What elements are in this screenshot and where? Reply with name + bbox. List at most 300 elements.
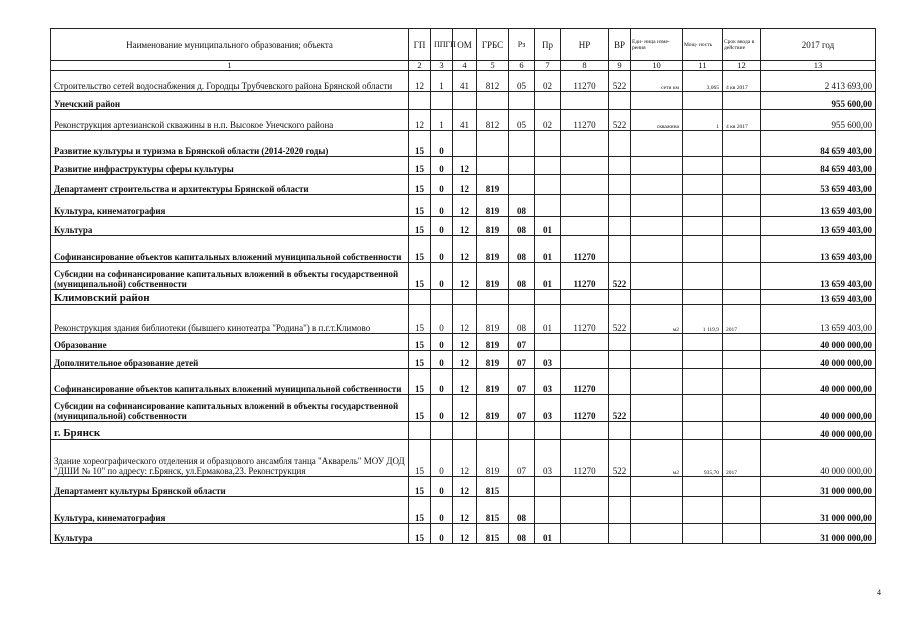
row-om: 12 bbox=[453, 217, 477, 236]
row-amount: 31 000 000,00 bbox=[761, 477, 876, 497]
row-capacity: 3,065 bbox=[683, 71, 723, 92]
row-om: 12 bbox=[453, 334, 477, 351]
row-amount: 13 659 403,00 bbox=[761, 195, 876, 217]
budget-table bbox=[50, 28, 876, 544]
row-nr bbox=[561, 497, 609, 524]
row-pr: 03 bbox=[535, 351, 561, 369]
row-vr: 522 bbox=[609, 71, 631, 92]
row-pr bbox=[535, 334, 561, 351]
row-pr bbox=[535, 422, 561, 440]
row-rz: 08 bbox=[509, 217, 535, 236]
row-om bbox=[453, 422, 477, 440]
row-pr bbox=[535, 131, 561, 157]
row-pr: 02 bbox=[535, 110, 561, 131]
row-term bbox=[723, 524, 761, 544]
row-unit bbox=[631, 195, 683, 217]
row-grbs: 812 bbox=[477, 110, 509, 131]
row-capacity bbox=[683, 157, 723, 175]
column-number: 10 bbox=[631, 61, 683, 71]
row-grbs: 815 bbox=[477, 524, 509, 544]
row-unit: м2 bbox=[631, 305, 683, 334]
row-amount: 40 000 000,00 bbox=[761, 422, 876, 440]
row-rz: 08 bbox=[509, 263, 535, 290]
column-number: 2 bbox=[409, 61, 431, 71]
row-vr bbox=[609, 195, 631, 217]
row-unit: м2 bbox=[631, 440, 683, 477]
row-om: 12 bbox=[453, 395, 477, 422]
row-unit bbox=[631, 157, 683, 175]
row-om: 12 bbox=[453, 305, 477, 334]
column-number: 6 bbox=[509, 61, 535, 71]
row-name: Культура bbox=[51, 524, 409, 544]
column-number-row bbox=[51, 61, 876, 71]
row-vr bbox=[609, 524, 631, 544]
row-pr: 01 bbox=[535, 263, 561, 290]
row-term: 2017 bbox=[723, 440, 761, 477]
row-nr: 11270 bbox=[561, 263, 609, 290]
column-number: 13 bbox=[761, 61, 876, 71]
row-gp bbox=[409, 92, 431, 110]
row-capacity bbox=[683, 422, 723, 440]
row-om: 12 bbox=[453, 236, 477, 263]
table-row bbox=[51, 175, 876, 195]
row-vr bbox=[609, 422, 631, 440]
row-ppgp: 1 bbox=[431, 71, 453, 92]
header-year: 2017 год bbox=[761, 29, 876, 61]
row-ppgp: 0 bbox=[431, 131, 453, 157]
row-pr bbox=[535, 92, 561, 110]
row-name: г. Брянск bbox=[51, 422, 409, 440]
row-grbs: 819 bbox=[477, 334, 509, 351]
row-ppgp: 0 bbox=[431, 524, 453, 544]
row-ppgp: 1 bbox=[431, 110, 453, 131]
row-term bbox=[723, 290, 761, 305]
header-term: Срок ввода в действие bbox=[723, 29, 761, 61]
row-rz bbox=[509, 131, 535, 157]
row-term: 4 кв 2017 bbox=[723, 71, 761, 92]
row-term bbox=[723, 369, 761, 395]
row-rz bbox=[509, 422, 535, 440]
row-pr: 03 bbox=[535, 369, 561, 395]
row-amount: 84 659 403,00 bbox=[761, 157, 876, 175]
row-nr: 11270 bbox=[561, 71, 609, 92]
row-gp: 15 bbox=[409, 497, 431, 524]
row-capacity bbox=[683, 351, 723, 369]
row-vr bbox=[609, 131, 631, 157]
row-gp: 15 bbox=[409, 440, 431, 477]
row-vr: 522 bbox=[609, 440, 631, 477]
row-grbs: 819 bbox=[477, 369, 509, 395]
page-number: 4 bbox=[877, 588, 881, 597]
row-name: Развитие культуры и туризма в Брянской области (2014-2020 годы) bbox=[51, 131, 409, 157]
row-om: 12 bbox=[453, 175, 477, 195]
row-capacity bbox=[683, 334, 723, 351]
table-row bbox=[51, 131, 876, 157]
table-row bbox=[51, 305, 876, 334]
row-rz: 08 bbox=[509, 524, 535, 544]
row-vr: 522 bbox=[609, 305, 631, 334]
header-grbs: ГРБС bbox=[477, 29, 509, 61]
table-row bbox=[51, 110, 876, 131]
row-unit bbox=[631, 175, 683, 195]
row-pr: 01 bbox=[535, 217, 561, 236]
row-amount: 13 659 403,00 bbox=[761, 217, 876, 236]
row-gp: 15 bbox=[409, 131, 431, 157]
row-capacity bbox=[683, 369, 723, 395]
row-unit bbox=[631, 422, 683, 440]
row-term bbox=[723, 92, 761, 110]
column-number: 12 bbox=[723, 61, 761, 71]
row-gp: 15 bbox=[409, 263, 431, 290]
row-term bbox=[723, 477, 761, 497]
row-unit: сети км bbox=[631, 71, 683, 92]
row-om: 12 bbox=[453, 524, 477, 544]
row-pr: 01 bbox=[535, 236, 561, 263]
row-amount: 13 659 403,00 bbox=[761, 305, 876, 334]
row-gp: 15 bbox=[409, 305, 431, 334]
row-gp: 15 bbox=[409, 195, 431, 217]
row-om: 12 bbox=[453, 477, 477, 497]
row-grbs bbox=[477, 290, 509, 305]
row-gp: 15 bbox=[409, 236, 431, 263]
row-rz: 07 bbox=[509, 395, 535, 422]
column-number: 11 bbox=[683, 61, 723, 71]
row-capacity bbox=[683, 217, 723, 236]
row-amount: 13 659 403,00 bbox=[761, 263, 876, 290]
row-nr: 11270 bbox=[561, 369, 609, 395]
row-gp: 15 bbox=[409, 395, 431, 422]
row-ppgp: 0 bbox=[431, 263, 453, 290]
row-vr bbox=[609, 290, 631, 305]
row-om: 12 bbox=[453, 195, 477, 217]
row-nr bbox=[561, 351, 609, 369]
row-unit bbox=[631, 263, 683, 290]
table-row bbox=[51, 290, 876, 305]
row-grbs: 819 bbox=[477, 305, 509, 334]
row-term bbox=[723, 217, 761, 236]
table-row bbox=[51, 195, 876, 217]
row-nr bbox=[561, 217, 609, 236]
row-rz bbox=[509, 157, 535, 175]
row-rz: 08 bbox=[509, 195, 535, 217]
row-vr bbox=[609, 497, 631, 524]
row-rz: 07 bbox=[509, 440, 535, 477]
row-rz: 07 bbox=[509, 334, 535, 351]
row-rz bbox=[509, 477, 535, 497]
row-gp: 15 bbox=[409, 524, 431, 544]
column-number: 1 bbox=[51, 61, 409, 71]
row-nr bbox=[561, 175, 609, 195]
row-om bbox=[453, 290, 477, 305]
header-nr: НР bbox=[561, 29, 609, 61]
row-ppgp bbox=[431, 422, 453, 440]
row-grbs: 815 bbox=[477, 477, 509, 497]
row-amount: 40 000 000,00 bbox=[761, 395, 876, 422]
row-name: Культура, кинематография bbox=[51, 497, 409, 524]
row-term bbox=[723, 236, 761, 263]
row-rz: 08 bbox=[509, 497, 535, 524]
row-capacity: 935,70 bbox=[683, 440, 723, 477]
row-name: Здание хореографического отделения и образцового ансамбля танца "Акварель" МОУ ДОД "ДШИ № 10" по адресу: г.Брянск, ул.Ермакова,23. Реконструкция bbox=[51, 440, 409, 477]
row-pr bbox=[535, 497, 561, 524]
row-grbs: 819 bbox=[477, 263, 509, 290]
row-ppgp: 0 bbox=[431, 236, 453, 263]
row-name: Департамент строительства и архитектуры Брянской области bbox=[51, 175, 409, 195]
row-capacity bbox=[683, 236, 723, 263]
table-row bbox=[51, 236, 876, 263]
row-om: 41 bbox=[453, 110, 477, 131]
row-name: Субсидии на софинансирование капитальных вложений в объекты государственной (муниципальной) собственности bbox=[51, 263, 409, 290]
row-vr bbox=[609, 217, 631, 236]
row-capacity bbox=[683, 497, 723, 524]
row-name: Софинансирование объектов капитальных вложений муниципальной собственности bbox=[51, 236, 409, 263]
row-ppgp: 0 bbox=[431, 477, 453, 497]
column-number: 4 bbox=[453, 61, 477, 71]
row-amount: 40 000 000,00 bbox=[761, 334, 876, 351]
row-grbs bbox=[477, 422, 509, 440]
row-om: 12 bbox=[453, 369, 477, 395]
row-grbs: 819 bbox=[477, 217, 509, 236]
table-row bbox=[51, 263, 876, 290]
column-number: 5 bbox=[477, 61, 509, 71]
row-grbs bbox=[477, 157, 509, 175]
row-rz: 08 bbox=[509, 236, 535, 263]
row-rz: 07 bbox=[509, 351, 535, 369]
row-ppgp: 0 bbox=[431, 497, 453, 524]
row-amount: 31 000 000,00 bbox=[761, 497, 876, 524]
row-name: Развитие инфраструктуры сферы культуры bbox=[51, 157, 409, 175]
row-nr bbox=[561, 422, 609, 440]
row-rz: 05 bbox=[509, 71, 535, 92]
row-vr bbox=[609, 157, 631, 175]
header-rz: Рз bbox=[509, 29, 535, 61]
row-pr bbox=[535, 477, 561, 497]
row-name: Унечский район bbox=[51, 92, 409, 110]
row-unit bbox=[631, 497, 683, 524]
column-number: 3 bbox=[431, 61, 453, 71]
row-ppgp bbox=[431, 92, 453, 110]
row-ppgp: 0 bbox=[431, 351, 453, 369]
row-gp: 12 bbox=[409, 71, 431, 92]
row-gp: 15 bbox=[409, 175, 431, 195]
row-unit bbox=[631, 334, 683, 351]
row-vr: 522 bbox=[609, 263, 631, 290]
row-nr bbox=[561, 334, 609, 351]
column-number: 7 bbox=[535, 61, 561, 71]
row-nr: 11270 bbox=[561, 236, 609, 263]
row-om: 12 bbox=[453, 157, 477, 175]
row-ppgp: 0 bbox=[431, 440, 453, 477]
row-unit bbox=[631, 92, 683, 110]
row-pr bbox=[535, 290, 561, 305]
table-row bbox=[51, 524, 876, 544]
row-om bbox=[453, 92, 477, 110]
row-ppgp: 0 bbox=[431, 369, 453, 395]
row-name: Климовский район bbox=[51, 290, 409, 305]
row-unit bbox=[631, 369, 683, 395]
table-row bbox=[51, 369, 876, 395]
row-unit bbox=[631, 236, 683, 263]
row-rz bbox=[509, 290, 535, 305]
row-term bbox=[723, 175, 761, 195]
row-pr: 03 bbox=[535, 440, 561, 477]
row-name: Культура, кинематография bbox=[51, 195, 409, 217]
row-nr: 11270 bbox=[561, 305, 609, 334]
row-rz: 08 bbox=[509, 305, 535, 334]
row-nr bbox=[561, 157, 609, 175]
row-grbs: 819 bbox=[477, 351, 509, 369]
table-row bbox=[51, 334, 876, 351]
table-row bbox=[51, 477, 876, 497]
row-term bbox=[723, 131, 761, 157]
row-gp: 15 bbox=[409, 369, 431, 395]
row-amount: 31 000 000,00 bbox=[761, 524, 876, 544]
row-vr bbox=[609, 369, 631, 395]
row-pr bbox=[535, 175, 561, 195]
table-row bbox=[51, 217, 876, 236]
row-grbs: 819 bbox=[477, 440, 509, 477]
row-pr: 01 bbox=[535, 305, 561, 334]
table-row bbox=[51, 157, 876, 175]
row-term bbox=[723, 497, 761, 524]
row-amount: 955 600,00 bbox=[761, 110, 876, 131]
row-name: Дополнительное образование детей bbox=[51, 351, 409, 369]
table-row bbox=[51, 92, 876, 110]
row-gp bbox=[409, 422, 431, 440]
row-nr: 11270 bbox=[561, 110, 609, 131]
row-grbs: 819 bbox=[477, 195, 509, 217]
row-unit bbox=[631, 290, 683, 305]
row-amount: 2 413 693,00 bbox=[761, 71, 876, 92]
header-row bbox=[51, 29, 876, 61]
row-name: Реконструкция здания библиотеки (бывшего кинотеатра "Родина") в п.г.т.Климово bbox=[51, 305, 409, 334]
row-gp: 15 bbox=[409, 217, 431, 236]
row-gp bbox=[409, 290, 431, 305]
row-unit bbox=[631, 217, 683, 236]
header-capacity: Мощ- ность bbox=[683, 29, 723, 61]
row-capacity: 1 119,9 bbox=[683, 305, 723, 334]
row-vr bbox=[609, 175, 631, 195]
row-nr: 11270 bbox=[561, 395, 609, 422]
row-capacity bbox=[683, 477, 723, 497]
header-om: ОМ bbox=[453, 29, 477, 61]
row-grbs: 815 bbox=[477, 497, 509, 524]
row-amount: 13 659 403,00 bbox=[761, 236, 876, 263]
row-grbs bbox=[477, 92, 509, 110]
column-number: 8 bbox=[561, 61, 609, 71]
row-name: Реконструкция артезианской скважины в н.п. Высокое Унечского района bbox=[51, 110, 409, 131]
row-vr bbox=[609, 334, 631, 351]
row-gp: 15 bbox=[409, 351, 431, 369]
row-term bbox=[723, 195, 761, 217]
row-capacity bbox=[683, 175, 723, 195]
row-ppgp: 0 bbox=[431, 157, 453, 175]
header-name: Наименование муниципального образования; объекта bbox=[51, 29, 409, 61]
row-om: 12 bbox=[453, 263, 477, 290]
row-pr bbox=[535, 157, 561, 175]
header-unit: Еди- ница изме- рения bbox=[631, 29, 683, 61]
row-capacity bbox=[683, 263, 723, 290]
row-ppgp: 0 bbox=[431, 395, 453, 422]
row-grbs: 819 bbox=[477, 175, 509, 195]
row-om: 12 bbox=[453, 351, 477, 369]
table-row bbox=[51, 395, 876, 422]
table-body bbox=[51, 71, 876, 544]
row-term bbox=[723, 263, 761, 290]
row-grbs bbox=[477, 131, 509, 157]
row-unit: скважина bbox=[631, 110, 683, 131]
row-term: 2017 bbox=[723, 305, 761, 334]
row-vr: 522 bbox=[609, 110, 631, 131]
row-capacity bbox=[683, 524, 723, 544]
row-amount: 40 000 000,00 bbox=[761, 351, 876, 369]
row-unit bbox=[631, 524, 683, 544]
row-capacity: 1 bbox=[683, 110, 723, 131]
row-rz: 05 bbox=[509, 110, 535, 131]
row-gp: 12 bbox=[409, 110, 431, 131]
row-gp: 15 bbox=[409, 477, 431, 497]
row-om: 12 bbox=[453, 497, 477, 524]
row-om: 12 bbox=[453, 440, 477, 477]
table-row bbox=[51, 497, 876, 524]
row-term: 4 кв 2017 bbox=[723, 110, 761, 131]
row-amount: 40 000 000,00 bbox=[761, 440, 876, 477]
row-nr bbox=[561, 290, 609, 305]
row-vr bbox=[609, 236, 631, 263]
row-ppgp: 0 bbox=[431, 334, 453, 351]
row-unit bbox=[631, 477, 683, 497]
row-rz bbox=[509, 175, 535, 195]
row-grbs: 819 bbox=[477, 395, 509, 422]
row-pr: 01 bbox=[535, 524, 561, 544]
row-amount: 53 659 403,00 bbox=[761, 175, 876, 195]
row-gp: 15 bbox=[409, 157, 431, 175]
row-name: Софинансирование объектов капитальных вложений муниципальной собственности bbox=[51, 369, 409, 395]
row-amount: 13 659 403,00 bbox=[761, 290, 876, 305]
row-capacity bbox=[683, 195, 723, 217]
row-unit bbox=[631, 395, 683, 422]
table-row bbox=[51, 422, 876, 440]
row-pr: 03 bbox=[535, 395, 561, 422]
row-rz: 07 bbox=[509, 369, 535, 395]
table-row bbox=[51, 71, 876, 92]
row-nr bbox=[561, 92, 609, 110]
row-nr: 11270 bbox=[561, 440, 609, 477]
row-amount: 955 600,00 bbox=[761, 92, 876, 110]
row-vr: 522 bbox=[609, 395, 631, 422]
table-row bbox=[51, 351, 876, 369]
header-vr: ВР bbox=[609, 29, 631, 61]
row-capacity bbox=[683, 395, 723, 422]
row-capacity bbox=[683, 290, 723, 305]
row-term bbox=[723, 351, 761, 369]
row-name: Образование bbox=[51, 334, 409, 351]
row-capacity bbox=[683, 92, 723, 110]
column-number: 9 bbox=[609, 61, 631, 71]
row-ppgp bbox=[431, 290, 453, 305]
row-vr bbox=[609, 351, 631, 369]
row-term bbox=[723, 422, 761, 440]
row-name: Строительство сетей водоснабжения д. Городцы Трубчевского района Брянской области bbox=[51, 71, 409, 92]
row-term bbox=[723, 157, 761, 175]
row-amount: 84 659 403,00 bbox=[761, 131, 876, 157]
row-nr bbox=[561, 195, 609, 217]
row-nr bbox=[561, 131, 609, 157]
row-nr bbox=[561, 477, 609, 497]
row-grbs: 812 bbox=[477, 71, 509, 92]
row-rz bbox=[509, 92, 535, 110]
header-gp: ГП bbox=[409, 29, 431, 61]
